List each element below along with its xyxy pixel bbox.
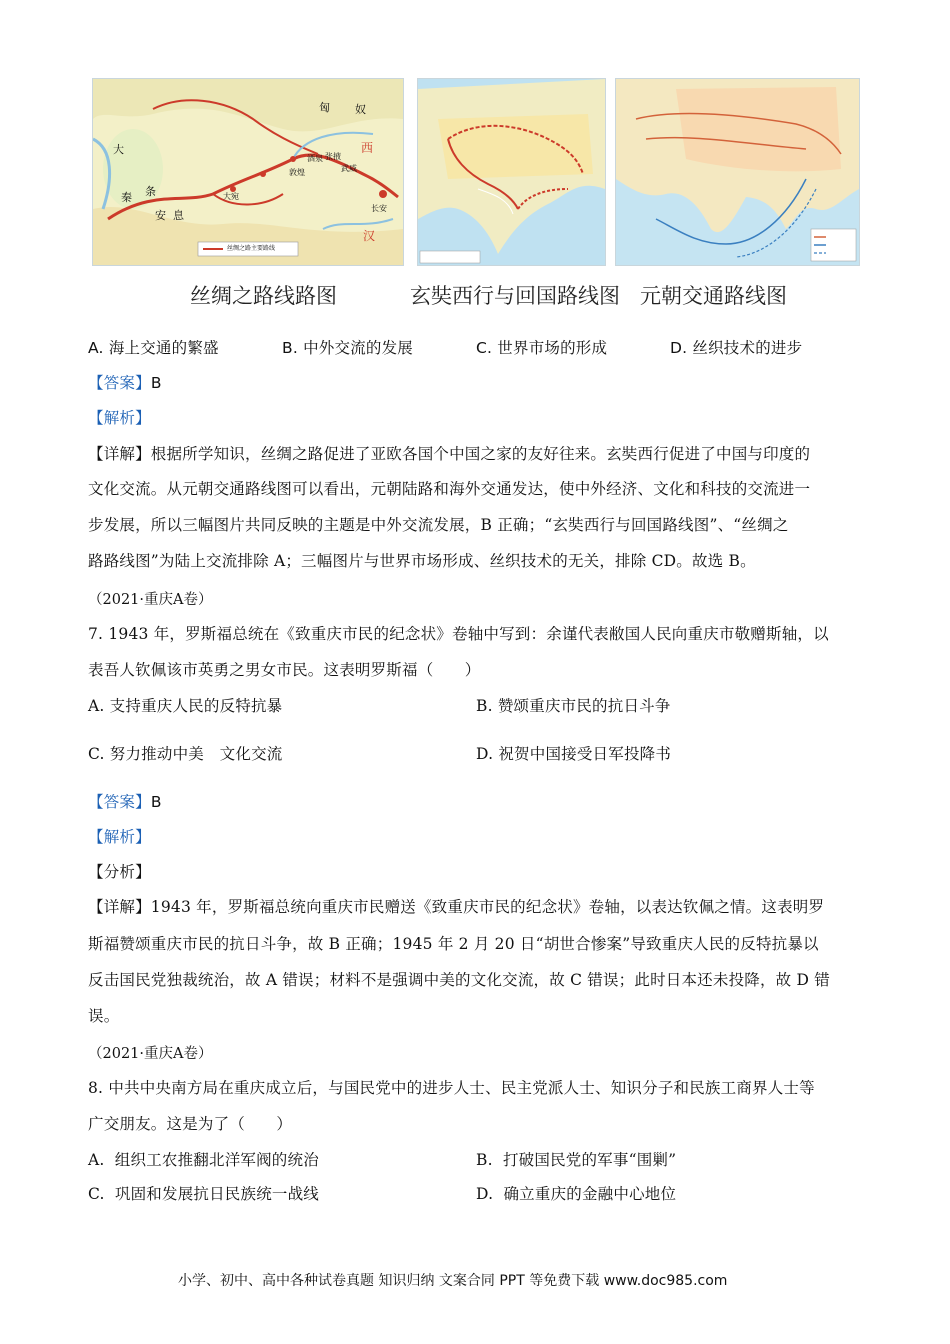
q7-source: （2021·重庆A卷） [88, 592, 213, 608]
option-label: D. [670, 339, 688, 357]
q6-answer [88, 371, 162, 393]
q8-stem-line: 8. 中共中央南方局在重庆成立后，与国民党中的进步人士、民主党派人士、知识分子和民族工商界人士等 [88, 1079, 815, 1097]
yuan-routes-map [615, 78, 860, 266]
option-text: 巩固和发展抗日民族统一战线 [114, 1185, 320, 1203]
option-text: 祝贺中国接受日军投降书 [498, 745, 672, 763]
map1-label: 敦煌 [289, 168, 305, 177]
q7-analysis-tag: 【解析】 [88, 828, 151, 846]
map1-label: 酒泉 [307, 154, 323, 163]
maps-figure [92, 78, 858, 264]
q7-stem-line: 表吾人钦佩该市英勇之男女市民。这表明罗斯福（ ） [88, 661, 481, 679]
q6-option-c [476, 336, 607, 358]
option-label: C. [476, 339, 493, 357]
map1-label: 匈 [319, 101, 330, 114]
q6-option-a [88, 336, 219, 358]
option-text: 努力推动中美 文化交流 [109, 745, 283, 763]
q7-fenxi-tag: 【分析】 [88, 863, 151, 881]
map1-label: 武威 [341, 164, 357, 173]
answer-tag: 【答案】 [88, 793, 151, 811]
option-text: 世界市场的形成 [497, 339, 608, 357]
footer-text: 小学、初中、高中各种试卷真题 知识归纳 文案合同 PPT 等免费下载 [178, 1273, 600, 1289]
map1-label: 大宛 [223, 192, 239, 201]
map1-label: 西 [361, 141, 374, 155]
map3-caption: 元朝交通路线图 [640, 284, 787, 308]
q7-detail-line: 斯福赞颂重庆市民的抗日斗争，故 B 正确；1945 年 2 月 20 日“胡世合惨案”导致重庆人民的反特抗暴以 [88, 935, 819, 953]
q6-detail-line: 【详解】根据所学知识，丝绸之路促进了亚欧各国个中国之家的友好往来。玄奘西行促进了中国与印度的 [88, 445, 811, 463]
q7-answer [88, 790, 162, 812]
map1-label: 张掖 [325, 152, 341, 161]
footer-link[interactable]: www.doc985.com [603, 1273, 728, 1289]
answer-tag: 【答案】 [88, 374, 151, 392]
map1-caption: 丝绸之路线路图 [190, 284, 337, 308]
option-text: 海上交通的繁盛 [108, 339, 219, 357]
option-text: 确立重庆的金融中心地位 [503, 1185, 677, 1203]
q8-source: （2021·重庆A卷） [88, 1046, 213, 1062]
xuanzang-route-map-graphic [418, 79, 605, 265]
map1-label: 条 [145, 185, 156, 198]
map1-label: 奴 [355, 103, 366, 116]
silk-road-map [92, 78, 404, 266]
option-label: B. [476, 1151, 493, 1169]
option-label: B. [476, 697, 493, 715]
q6-detail-line: 文化交流。从元朝交通路线图可以看出，元朝陆路和海外交通发达，使中外经济、文化和科技的交流进一 [88, 480, 811, 498]
option-label: A. [88, 339, 104, 357]
q7-stem-line: 7. 1943 年，罗斯福总统在《致重庆市民的纪念状》卷轴中写到：余谨代表敝国人民向重庆市敬赠斯轴，以 [88, 625, 829, 643]
page-footer [178, 1270, 727, 1290]
option-text: 丝织技术的进步 [692, 339, 803, 357]
q6-option-b [282, 336, 413, 358]
q8-option-c [88, 1182, 319, 1204]
q7-option-c [88, 742, 282, 764]
option-label: B. [282, 339, 298, 357]
option-text: 支持重庆人民的反特抗暴 [109, 697, 283, 715]
yuan-routes-map-graphic [616, 79, 859, 265]
answer-value: B [150, 793, 162, 811]
map1-label: 安 [155, 209, 166, 222]
q6-analysis-tag: 【解析】 [88, 409, 151, 427]
map1-legend: 丝绸之路主要路线 [227, 245, 276, 252]
map1-label: 大 [113, 143, 124, 156]
option-label: D. [476, 745, 494, 763]
map1-label: 长安 [371, 204, 387, 213]
xuanzang-route-map [417, 78, 606, 266]
answer-value: B [150, 374, 162, 392]
q6-detail-line: 步发展，所以三幅图片共同反映的主题是中外交流发展，B 正确；“玄奘西行与回国路线图”、“丝绸之 [88, 516, 789, 534]
option-label: D. [476, 1185, 494, 1203]
q8-option-b [476, 1148, 676, 1170]
option-label: C. [88, 1185, 105, 1203]
map1-label: 息 [173, 209, 184, 222]
option-text: 打破国民党的军事“围剿” [502, 1151, 677, 1169]
option-text: 赞颂重庆市民的抗日斗争 [497, 697, 671, 715]
q7-option-a [88, 694, 282, 716]
option-text: 组织工农推翻北洋军阀的统治 [114, 1151, 319, 1169]
q7-detail-line: 误。 [88, 1007, 120, 1025]
map1-label: 秦 [121, 191, 132, 204]
q8-option-d [476, 1182, 676, 1204]
q7-detail-line: 反击国民党独裁统治，故 A 错误；材料不是强调中美的文化交流，故 C 错误；此时日本还未投降，故 D 错 [88, 971, 830, 989]
q6-detail-line: 路路线图”为陆上交流排除 A；三幅图片与世界市场形成、丝织技术的无关，排除 CD。故选 B。 [88, 552, 756, 570]
q6-option-d [670, 336, 802, 358]
q7-detail-line: 【详解】1943 年，罗斯福总统向重庆市民赠送《致重庆市民的纪念状》卷轴，以表达钦佩之情。这表明罗 [88, 898, 825, 916]
q8-option-a [88, 1148, 319, 1170]
map2-caption: 玄奘西行与回国路线图 [410, 284, 620, 308]
q7-option-b [476, 694, 671, 716]
map1-label: 汉 [363, 229, 376, 243]
q8-stem-line: 广交朋友。这是为了（ ） [88, 1115, 293, 1133]
option-label: C. [88, 745, 105, 763]
q7-option-d [476, 742, 671, 764]
option-label: A. [88, 1151, 105, 1169]
option-label: A. [88, 697, 105, 715]
option-text: 中外交流的发展 [303, 339, 414, 357]
